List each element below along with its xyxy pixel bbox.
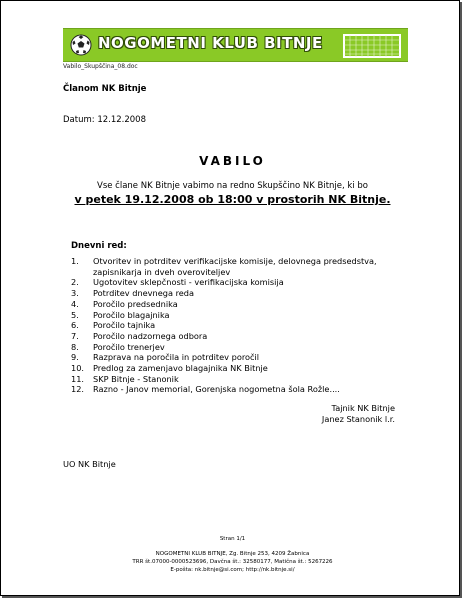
page-number: Stran 1/1 — [219, 536, 246, 542]
agenda-item — [71, 352, 391, 363]
agenda-item — [71, 342, 391, 353]
agenda-item — [71, 277, 391, 288]
agenda-item-text: Poročilo trenerjev — [93, 341, 165, 352]
meeting-time-place: v petek 19.12.2008 ob 18:00 v prostorih NK Bitnje. — [74, 193, 391, 206]
agenda-item — [71, 331, 391, 342]
document-title: VABILO — [199, 154, 266, 168]
goal-net-icon — [342, 32, 402, 58]
agenda-item-number: 11. — [71, 373, 85, 384]
agenda-item — [71, 256, 391, 277]
agenda-item — [71, 310, 391, 321]
signature-name: Janez Stanonik l.r. — [321, 414, 395, 424]
agenda-item-number: 9. — [71, 352, 79, 363]
agenda-item-text: Poročilo blagajnika — [93, 309, 170, 320]
agenda-item-number: 1. — [71, 256, 79, 266]
agenda-item-text: Predlog za zamenjavo blagajnika NK Bitnje — [93, 363, 268, 374]
agenda-item-number: 5. — [71, 309, 79, 320]
agenda-item-number: 3. — [71, 288, 79, 299]
agenda-item-number: 7. — [71, 330, 79, 341]
agenda-item-text: Poročilo predsednika — [93, 298, 178, 309]
footer-contact: E-pošta: nk.bitnje@si.com; http://nk.bitnje.si/ — [170, 567, 295, 573]
agenda-item-text: SKP Bitnje - Stanonik — [93, 373, 179, 384]
board-signature: UO NK Bitnje — [63, 459, 116, 469]
footer-bank-info: TRR št.07000-0000523696, Davčna št.: 32580177, Matična št.: 5267226 — [132, 559, 333, 565]
agenda-item — [71, 374, 391, 385]
agenda-item-number: 8. — [71, 341, 79, 352]
agenda-item-number: 2. — [71, 277, 79, 288]
agenda-item-number: 4. — [71, 298, 79, 309]
signature-role: Tajnik NK Bitnje — [331, 403, 395, 413]
club-name: NOGOMETNI KLUB BITNJE — [98, 34, 323, 52]
agenda-list — [71, 256, 391, 395]
document-date: Datum: 12.12.2008 — [63, 115, 146, 125]
agenda-item-text: Otvoritev in potrditev verifikacijske komisije, delovnega predsedstva, zapisnikarja in dveh overoviteljev — [93, 256, 377, 277]
agenda-item-number: 12. — [71, 384, 85, 395]
club-banner — [63, 28, 408, 62]
agenda-item — [71, 384, 391, 395]
file-name: Vabilo_Skupščina_08.doc — [63, 63, 138, 70]
agenda-item — [71, 320, 391, 331]
footer-address: NOGOMETNI KLUB BITNJE, Zg. Bitnje 253, 4209 Žabnica — [155, 551, 310, 557]
agenda-item-number: 10. — [71, 363, 85, 374]
agenda-item-text: Razno - Janov memorial, Gorenjska nogometna šola Rožle.... — [93, 384, 340, 395]
agenda-item-text: Razprava na poročila in potrditev poročil — [93, 352, 260, 363]
soccer-ball-icon — [70, 34, 92, 56]
agenda-item-text: Poročilo nadzornega odbora — [93, 330, 208, 341]
invitation-intro: Vse člane NK Bitnje vabimo na redno Skupščino NK Bitnje, ki bo — [97, 181, 368, 191]
agenda-item-text: Potrditev dnevnega reda — [93, 288, 195, 299]
agenda-item-text: Poročilo tajnika — [93, 320, 156, 331]
agenda-item — [71, 363, 391, 374]
agenda-item — [71, 288, 391, 299]
addressee: Članom NK Bitnje — [63, 84, 147, 94]
agenda-item-text: Ugotovitev sklepčnosti - verifikacijska komisija — [93, 277, 284, 288]
agenda-heading: Dnevni red: — [71, 241, 127, 251]
agenda-item-number: 6. — [71, 320, 79, 331]
agenda-item — [71, 299, 391, 310]
